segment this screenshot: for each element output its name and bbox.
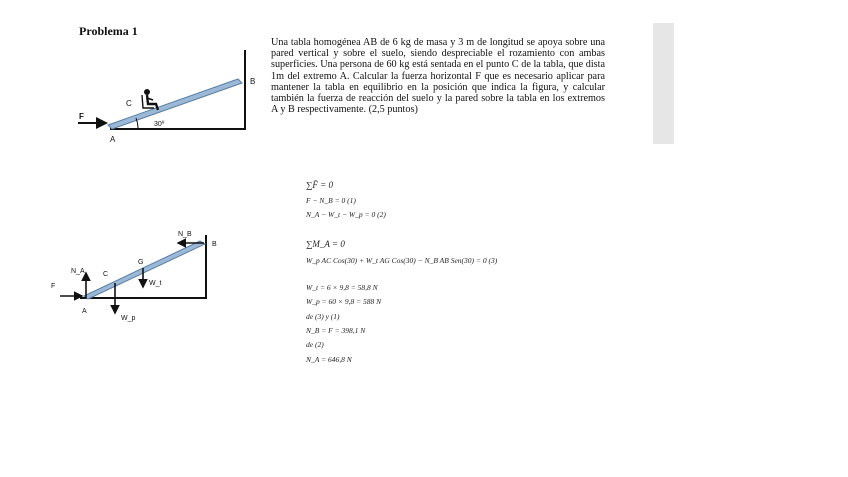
label-b: B: [250, 77, 256, 86]
label-wt: W_t: [149, 280, 162, 287]
note-from-3-and-1: de (3) y (1): [306, 312, 340, 321]
equation-sum-forces: ∑F̄ = 0: [306, 180, 333, 190]
label-wp: W_p: [121, 315, 136, 322]
label-g: G: [138, 259, 144, 266]
equation-sum-moments: ∑M_A = 0: [306, 239, 345, 249]
value-nb: N_B = F = 398,1 N: [306, 326, 366, 335]
figure-1: [78, 50, 255, 144]
label-a-2: A: [82, 308, 87, 315]
note-from-2: de (2): [306, 340, 324, 349]
value-na: N_A = 646,8 N: [306, 355, 352, 364]
equation-3: W_p AC Cos(30) + W_t AG Cos(30) − N_B AB Sen(30) = 0 (3): [306, 256, 498, 265]
label-c-2: C: [103, 271, 109, 278]
seated-person-icon: [142, 89, 158, 110]
label-c: C: [126, 99, 132, 108]
label-na: N_A: [71, 268, 85, 275]
value-wt: W_t = 6 × 9,8 = 58,8 N: [306, 283, 378, 292]
problem-title: Problema 1: [79, 24, 138, 38]
equation-2: N_A − W_t − W_p = 0 (2): [306, 210, 386, 219]
label-angle: 30º: [154, 121, 165, 128]
label-a: A: [110, 135, 116, 144]
label-f-2: F: [51, 283, 56, 290]
label-f: F: [79, 112, 84, 121]
problem-statement: Una tabla homogénea AB de 6 kg de masa y 3 m de longitud se apoya sobre una pared vertical y sobre el suelo, siendo despreciable el rozamiento con ambas superficies. Una persona de 60 kg está sentada en el punto C de la tabla, que dista 1m del extremo A. Calcular la fuerza horizontal F que es necesario aplicar para mantener la tabla en equilibrio en la posición que indica la figura, y calcular también la fuerza de reacción del suelo y la pared sobre la tabla en los extremos A y B respectivamente. (2,5 puntos): [271, 37, 605, 116]
plank-2: [84, 241, 205, 299]
value-wp: W_p = 60 × 9,8 = 588 N: [306, 297, 382, 306]
equation-1: F − N_B = 0 (1): [306, 196, 356, 205]
label-nb: N_B: [178, 231, 192, 238]
label-b-2: B: [212, 241, 217, 248]
figure-2: [51, 231, 217, 322]
